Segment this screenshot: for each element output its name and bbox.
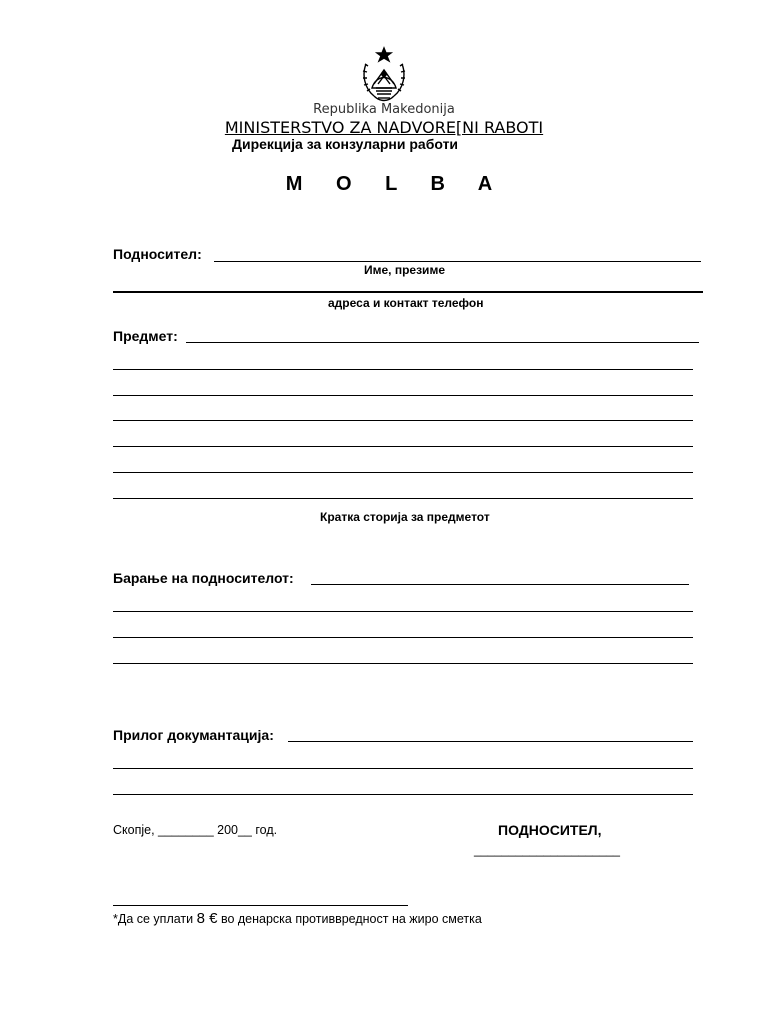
request-line[interactable] — [113, 611, 693, 612]
coat-of-arms-emblem — [356, 44, 412, 108]
request-line[interactable] — [113, 637, 693, 638]
attachments-label: Прилог докумантација: — [113, 727, 274, 743]
attachments-line[interactable] — [113, 768, 693, 769]
payment-note — [113, 910, 482, 927]
subject-line[interactable] — [113, 369, 693, 370]
subject-caption: Кратка сторија за предметот — [320, 510, 490, 524]
subject-label: Предмет: — [113, 328, 178, 344]
place-date: Скопје, ________ 200__ год. — [113, 823, 278, 837]
name-caption: Име, презиме — [364, 263, 445, 277]
payment-note-prefix: *Да се уплати — [113, 912, 197, 926]
subject-line[interactable] — [113, 472, 693, 473]
attachments-line[interactable] — [113, 794, 693, 795]
subject-line[interactable] — [113, 498, 693, 499]
footnote-separator — [113, 905, 408, 906]
subject-line[interactable] — [113, 446, 693, 447]
country-name: Republika Makedonija — [313, 102, 455, 117]
request-field[interactable] — [311, 584, 689, 585]
request-line[interactable] — [113, 663, 693, 664]
signature-label: ПОДНОСИТЕЛ, — [498, 822, 602, 838]
signature-line[interactable]: _____________________ — [474, 843, 620, 857]
ministry-name-text: MINISTERSTVO ZA NADVORE[NI RABOTI — [224, 118, 544, 137]
subject-field[interactable] — [186, 342, 699, 343]
directorate-name: Дирекција за конзуларни работи — [232, 136, 459, 152]
applicant-label: Подносител: — [113, 246, 202, 262]
request-label: Барање на подносителот: — [113, 570, 294, 586]
form-title: M O L B A — [285, 173, 507, 195]
address-field[interactable] — [113, 291, 703, 293]
payment-amount: 8 € — [196, 910, 218, 927]
payment-note-suffix: во денарска противвредност на жиро сметка — [217, 912, 482, 926]
ministry-name — [0, 118, 768, 137]
subject-line[interactable] — [113, 420, 693, 421]
attachments-field[interactable] — [288, 741, 693, 742]
address-caption: адреса и контакт телефон — [328, 296, 484, 310]
applicant-field[interactable] — [214, 261, 701, 262]
subject-line[interactable] — [113, 395, 693, 396]
